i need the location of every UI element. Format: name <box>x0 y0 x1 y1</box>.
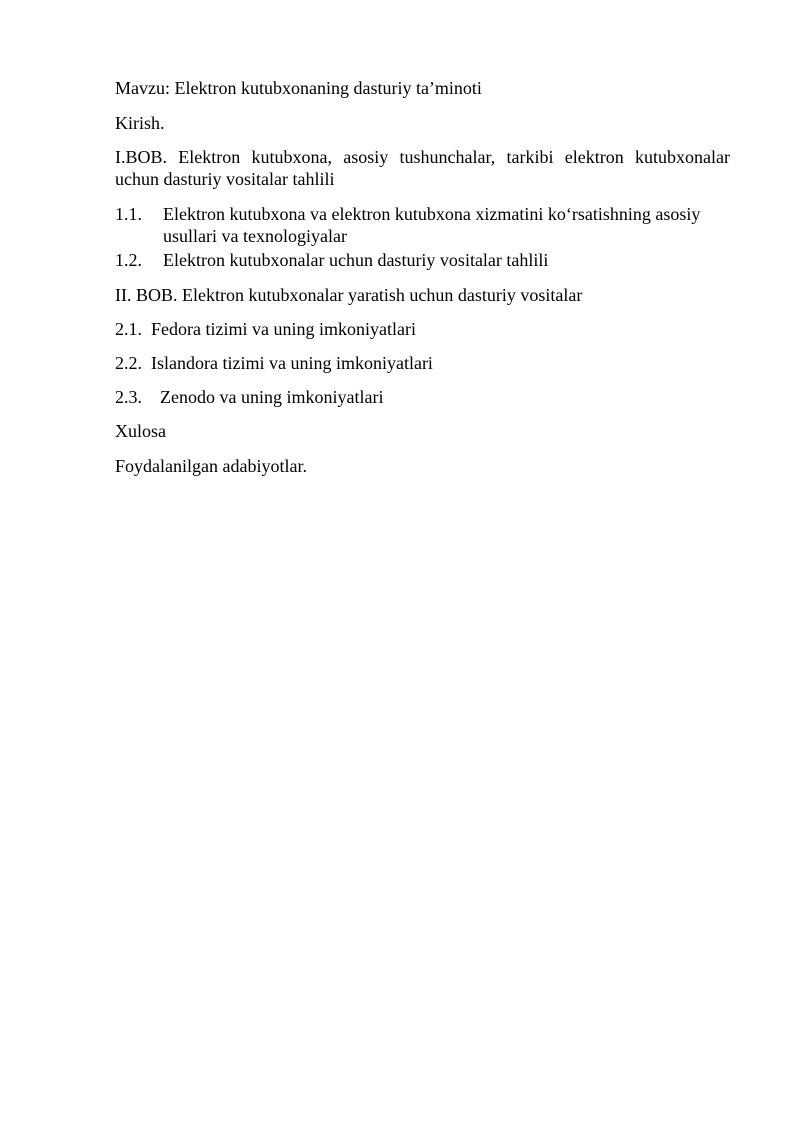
toc-item-2-2 <box>115 352 433 374</box>
toc-item-text: Zenodo va uning imkoniyatlari <box>160 387 384 407</box>
toc-conclusion: Xulosa <box>115 421 166 441</box>
toc-item-number: 2.1. <box>115 319 142 339</box>
toc-item-number: 2.3. <box>115 387 142 407</box>
toc-references: Foydalanilgan adabiyotlar. <box>115 456 307 476</box>
toc-item-number: 1.1. <box>115 204 142 224</box>
toc-item-1-2 <box>115 249 730 271</box>
toc-chapter-1-title: I.BOB. Elektron kutubxona, asosiy tushunchalar, tarkibi elektron kutubxonalar uchun dasturiy vositalar tahlili <box>115 147 730 189</box>
toc-item-text: Elektron kutubxonalar uchun dasturiy vositalar tahlili <box>163 250 549 270</box>
toc-item-number: 1.2. <box>115 250 142 270</box>
toc-intro: Kirish. <box>115 113 165 133</box>
toc-item-2-1 <box>115 318 416 340</box>
toc-item-2-3 <box>115 386 383 408</box>
toc-item-text: Islandora tizimi va uning imkoniyatlari <box>151 353 433 373</box>
toc-item-1-1 <box>115 203 730 247</box>
toc-item-number: 2.2. <box>115 353 142 373</box>
toc-chapter-2-title: II. BOB. Elektron kutubxonalar yaratish uchun dasturiy vositalar <box>115 285 583 305</box>
toc-item-text: Fedora tizimi va uning imkoniyatlari <box>151 319 416 339</box>
toc-item-text: Elektron kutubxona va elektron kutubxona xizmatini ko‘rsatishning asosiy usullari va texnologiyalar <box>163 204 701 246</box>
document-topic: Mavzu: Elektron kutubxonaning dasturiy ta’minoti <box>115 78 482 98</box>
